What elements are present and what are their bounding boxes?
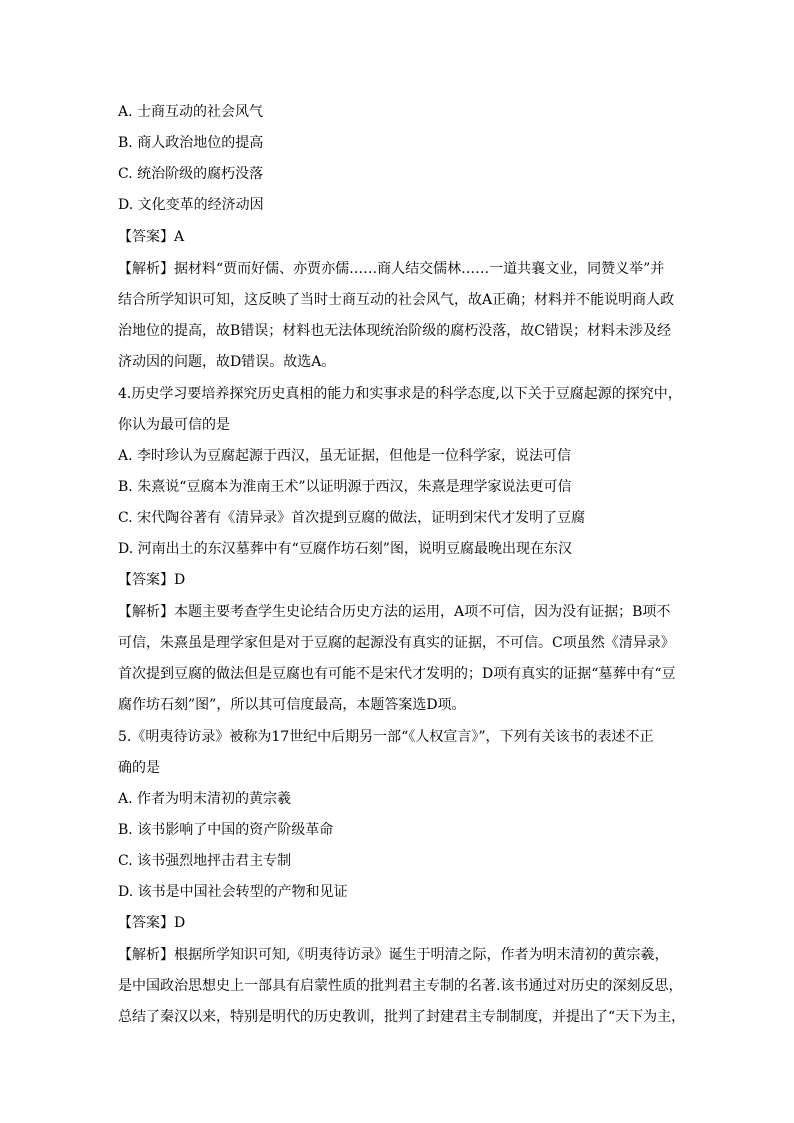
q3-analysis-line-3: 治地位的提高，故B错误；材料也无法体现统治阶级的腐朽没落，故C错误；材料未涉及经 xyxy=(118,323,671,339)
q5-option-a: A. 作者为明末清初的黄宗羲 xyxy=(118,791,292,807)
q4-analysis-line-1: 【解析】本题主要考查学生史论结合历史方法的运用，A项不可信，因为没有证据；B项不 xyxy=(118,604,671,620)
q4-analysis-line-4: 腐作坊石刻”图”，所以其可信度最高，本题答案选D项。 xyxy=(118,697,466,713)
q5-answer: 【答案】D xyxy=(118,915,186,931)
q3-option-d: D. 文化变革的经济动因 xyxy=(118,197,264,213)
q4-option-a: A. 李时珍认为豆腐起源于西汉，虽无证据，但他是一位科学家，说法可信 xyxy=(118,448,572,464)
q4-answer: 【答案】D xyxy=(118,572,186,588)
q3-analysis-line-4: 济动因的问题，故D错误。故选A。 xyxy=(118,354,336,370)
q5-option-c: C. 该书强烈地抨击君主专制 xyxy=(118,853,292,869)
q3-option-b: B. 商人政治地位的提高 xyxy=(118,135,264,151)
q5-option-d: D. 该书是中国社会转型的产物和见证 xyxy=(118,884,348,900)
q4-stem-line-2: 你认为最可信的是 xyxy=(118,417,230,433)
q4-option-c: C. 宋代陶谷著有《清异录》首次提到豆腐的做法，证明到宋代才发明了豆腐 xyxy=(118,510,586,526)
q3-option-a: A. 士商互动的社会风气 xyxy=(118,104,264,120)
q5-stem-line-2: 确的是 xyxy=(118,760,160,776)
q4-analysis-line-2: 可信，朱熹虽是理学家但是对于豆腐的起源没有真实的证据，不可信。C项虽然《清异录》 xyxy=(118,635,675,651)
q3-analysis-line-2: 结合所学知识可知，这反映了当时士商互动的社会风气，故A正确；材料并不能说明商人政 xyxy=(118,292,675,308)
q4-stem-line-1: 4.历史学习要培养探究历史真相的能力和实事求是的科学态度,以下关于豆腐起源的探究中， xyxy=(118,386,682,402)
q3-analysis-line-1: 【解析】据材料“贾而好儒、亦贾亦儒……商人结交儒林……一道共襄文业，同赞义举”并 xyxy=(118,261,665,277)
q3-option-c: C. 统治阶级的腐朽没落 xyxy=(118,166,264,182)
q5-analysis-line-3: 总结了秦汉以来，特别是明代的历史教训，批判了封建君主专制制度，并提出了“天下为主， xyxy=(118,1009,686,1025)
q4-option-d: D. 河南出土的东汉墓葬中有“豆腐作坊石刻”图，说明豆腐最晚出现在东汉 xyxy=(118,541,572,557)
q5-stem-line-1: 5.《明夷待访录》被称为17世纪中后期另一部“《人权宣言》”，下列有关该书的表述不正 xyxy=(118,729,654,745)
q4-option-b: B. 朱熹说“豆腐本为淮南王术”以证明源于西汉，朱熹是理学家说法更可信 xyxy=(118,479,572,495)
q4-analysis-line-3: 首次提到豆腐的做法但是豆腐也有可能不是宋代才发明的；D项有真实的证据“墓葬中有“豆 xyxy=(118,666,676,682)
q5-option-b: B. 该书影响了中国的资产阶级革命 xyxy=(118,822,334,838)
q5-analysis-line-2: 是中国政治思想史上一部具有启蒙性质的批判君主专制的名著.该书通过对历史的深刻反思， xyxy=(118,978,683,994)
q5-analysis-line-1: 【解析】根据所学知识可知,《明夷待访录》诞生于明清之际，作者为明末清初的黄宗羲， xyxy=(118,947,669,963)
q3-answer: 【答案】A xyxy=(118,229,185,245)
